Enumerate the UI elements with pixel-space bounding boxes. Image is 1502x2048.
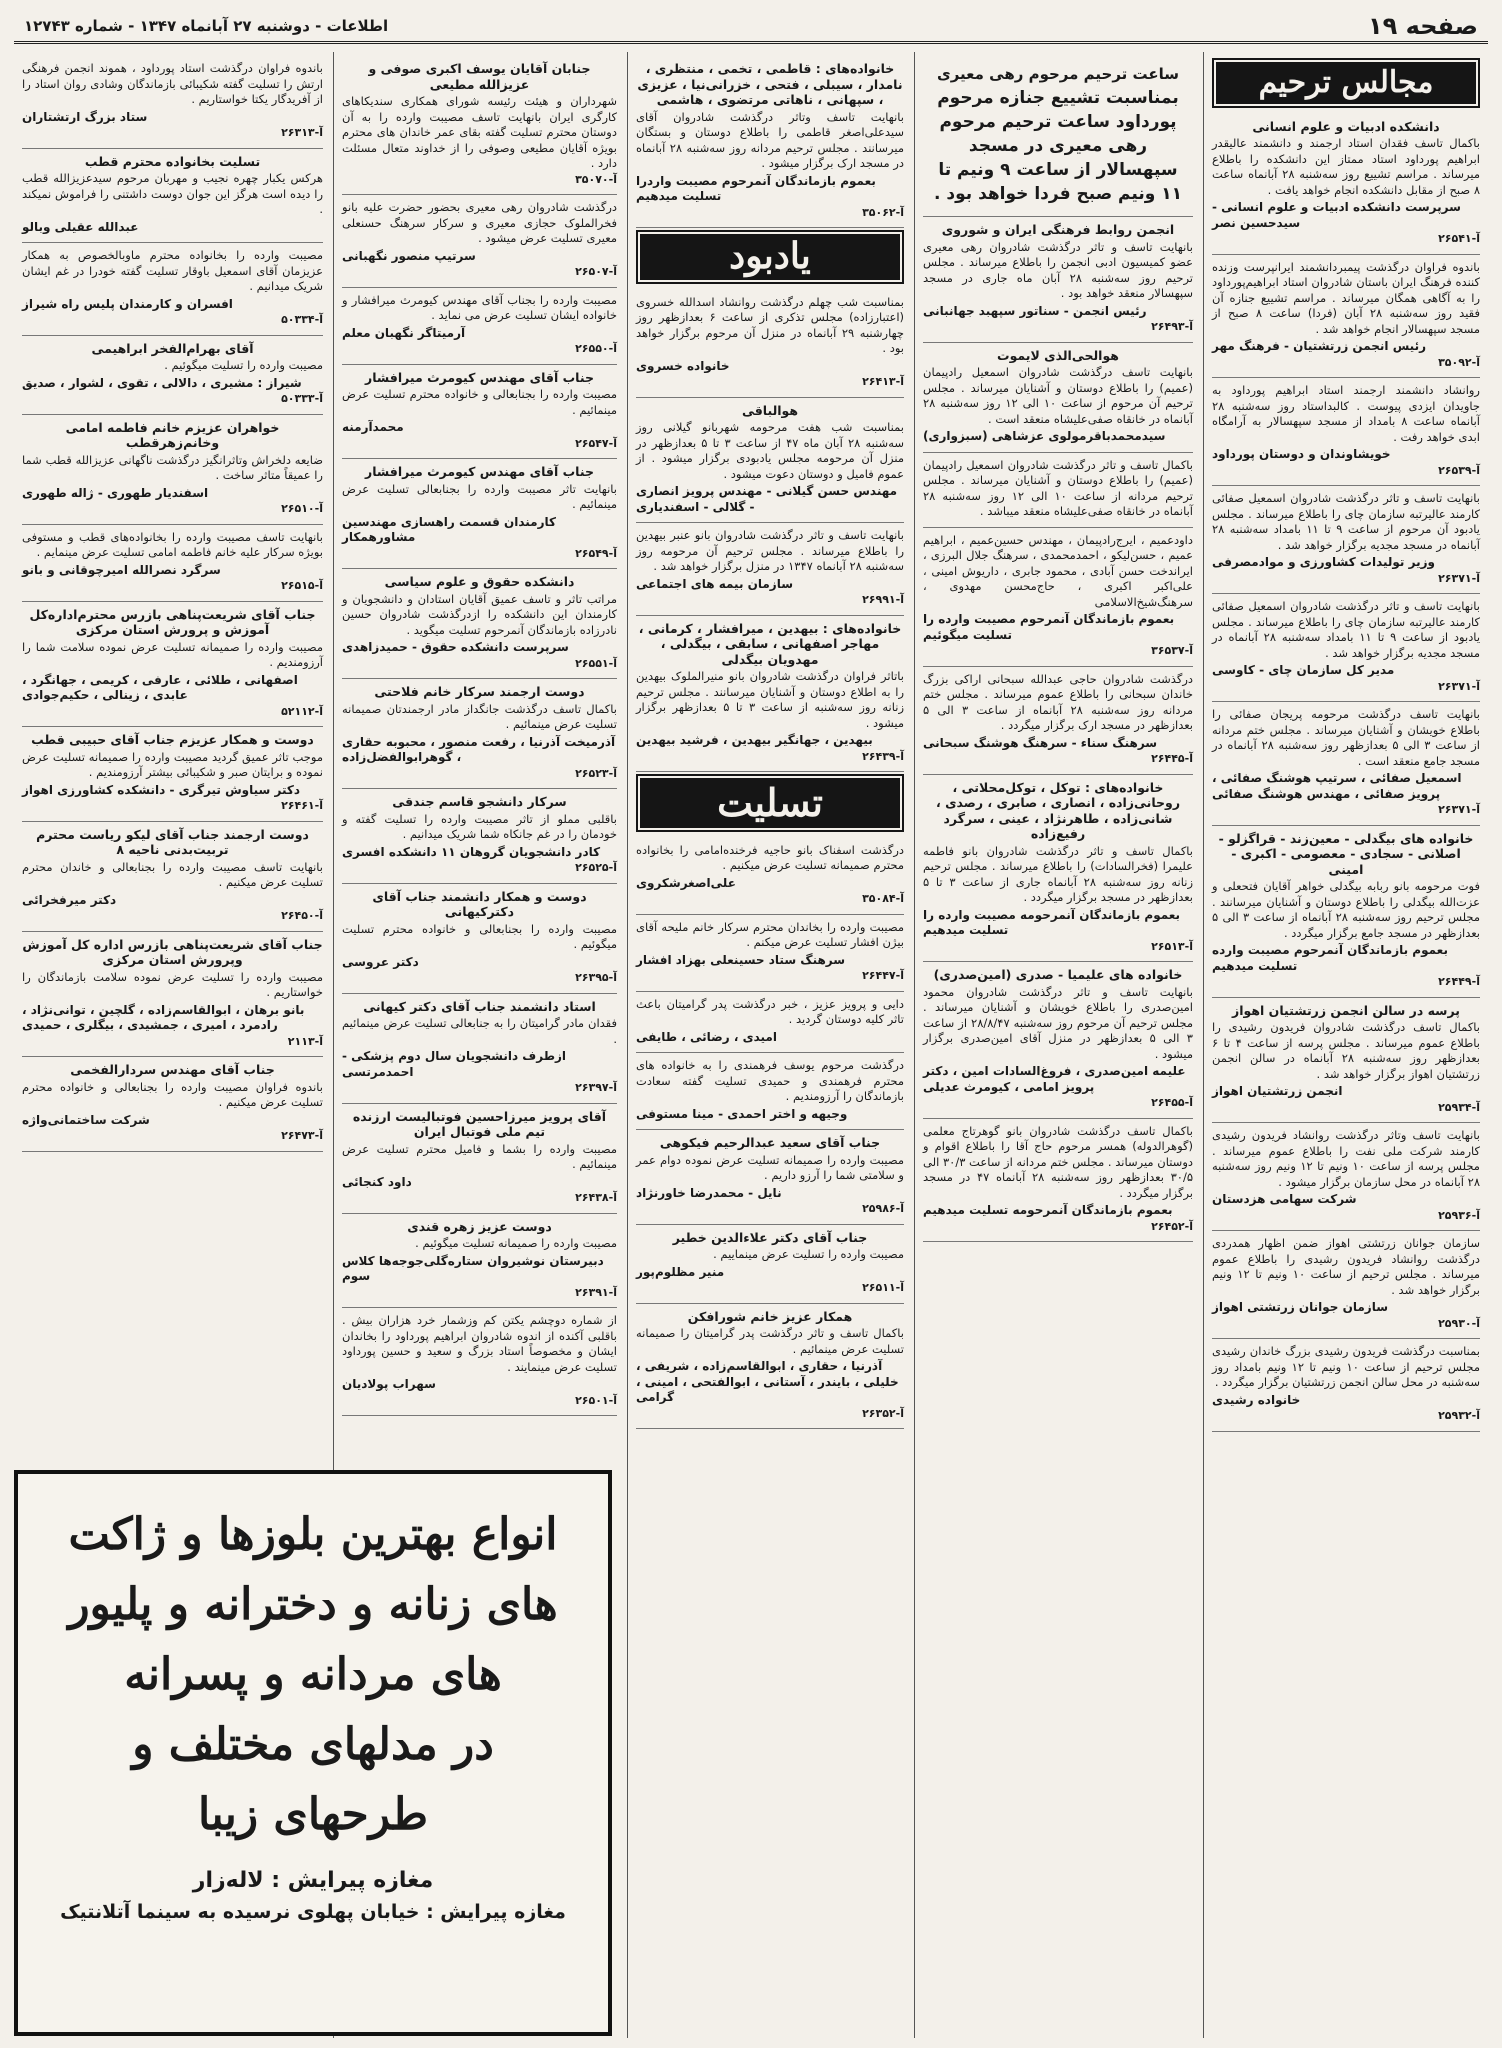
notice [22,336,323,415]
notice [22,822,323,932]
notice-title: تسلیت بخانواده محترم قطب [84,153,261,169]
notice-title: آقای بهرام‌الفخر ابراهیمی [91,340,254,356]
notice-signature: رئیس انجمن زرتشتیان - فرهنگ مهر [1212,339,1426,353]
notice-code: آ-۵۲۱۱۲ [281,704,323,718]
notice-code: آ-۲۶۴۴۹ [1438,975,1480,988]
notice-body: بمناسبت درگذشت فریدون رشیدی بزرگ خاندان رشیدی مجلس ترحیم از ساعت ۱۰ ونیم تا ۱۲ ونیم بامداد روز سه‌شنبه در محل سالن انجمن زرتشتیان برگزار میگردد . [1212,1344,1480,1389]
notice-body: باکمال تاسف درگذشت شادروان بانو گوهرتاج معلمی (گوهرالدوله) همسر مرحوم حاج آقا را باطلاع اقوام و دوستان میرساند . مجلس ختم مردانه از ساعت ۳۰/۳ الی ۳۰/۵ بعدازظهر روز سه‌شنبه ۲۸ آبانماه ۴۷ در مسجد برگزار میگردد . [923,1123,1193,1200]
notice-signature: بعموم بازماندگان آنمرحوم مصیبت واردرا تسلیت میدهیم [636,173,876,203]
notice [923,1119,1193,1243]
notice [1212,998,1480,1124]
notice-code: آ-۲۶۴۹۳ [1151,320,1193,333]
notice-body: مصیبت وارده را تسلیت عرض مینماییم . [713,1247,904,1261]
notice-code: آ-۲۶۵۰۷ [575,265,617,278]
page-header [14,10,1488,44]
newspaper-page [14,10,1488,2038]
notice-body: هرکس یکبار چهره نجیب و مهربان مرحوم سیدعزیزالله قطب را دیده است هرگز این جوان دوست داشتنی را فراموش نمیکند . [22,171,323,216]
notice-code: آ-۲۶۵۱۳ [1151,939,1193,953]
notice-signature: سرپرست دانشکده ادبیات و علوم انسانی - سیدحسین نصر [1212,200,1461,230]
notice-title: آقای پرویز میرزاحسین فوتبالیست ارزنده تیم ملی فوتبال ایران [352,1108,607,1139]
notice-body: بانهایت تاسف مصیبت وارده را بخانواده‌های قطب و مستوفی بویژه سرکار علیه خانم فاطمه امامی تسلیت عرض مینمایم . [22,529,323,559]
notice-body: از شماره دوچشم یکتن کم وزشمار خرد هزاران بیش . باقلبی آکنده از اندوه شادروان ابراهیم پورداود را بخاندان ایشان و مخصوصاً استاد بزرگ و سعید و حسین پورداود تسلیت عرض مینمایند . [342,1313,617,1374]
notice-signature: اسمعیل صفائی ، سرتیپ هوشنگ صفائی ، پرویز صفائی ، مهندس هوشنگ صفائی [1212,771,1462,801]
notice-body: مصیبت وارده را تسلیت میگوئیم . [164,358,323,372]
notice-title: دوست ارجمند سرکار خانم فلاحتی [374,684,585,699]
notice-body: فقدان مادر گرامیتان را به جنابعالی تسلیت عرض مینمائیم . [342,1016,617,1046]
notice-title: جناب آقای سعید عبدالرحیم فیکوهی [659,1135,881,1150]
notice-body: موجب تاثر عمیق گردید مصیبت وارده را صمیمانه تسلیت عرض نموده و برایتان صبر و شکیبائی بیشتر آرزومندیم . [22,749,323,779]
notice-signature: اسفندیار طهوری - ژاله طهوری [22,485,209,500]
notice [342,1104,617,1214]
notice-body: مصیبت وارده را بخانواده محترم ماوبالخصوص به همکار عزیزمان آقای اسمعیل باوقار تسلیت گفته خودرا در غم ایشان شریک میدانیم . [22,248,323,293]
notice-title: جناب آقای شریعت‌پناهی بازرس محترم‌اداره‌کل آموزش و پرورش استان مرکزی [29,606,316,637]
notice-body: بانهایت تاسف و تاثر درگذشت شادروان اسمعیل صفائی کارمند عالیرتبه سازمان چای را باطلاع میرساند . مجلس یادبود آن مرحوم از ساعت ۹ تا ۱۱ بامداد سه‌شنبه ۲۸ آبانماه در مسجد مجدیه برگزار خواهد شد . [1212,491,1480,552]
notice-code: آ-۲۵۹۳۲ [1438,1409,1480,1422]
notice-body: بانهایت تاثر مصیبت وارده را بجنابعالی تسلیت عرض مینمائیم . [342,481,617,511]
notice-code: آ-۲۶۵۲۵ [575,861,617,874]
notice [1212,1339,1480,1432]
col5-notices [22,56,323,1152]
notice-title: دانشکده حقوق و علوم سیاسی [384,574,575,589]
notice-title: جناب آقای دکتر علاءالدین خطیر [672,1229,868,1245]
notice-title: خانواده های بیگدلی - معین‌زند - قراگزلو - اصلانی - سجادی - معصومی - اکبری - امینی [1218,830,1474,877]
column-5 [14,52,331,1462]
notice-body: مصیبت وارده را بجنابعالی و خانواده محترم تسلیت عرض مینمائیم . [342,387,617,417]
notice [923,962,1193,1119]
notice-code: آ-۵۰۳۳۴ [281,313,323,326]
notice-code: آ-۲۶۳۹۵ [575,971,617,984]
notice [1212,826,1480,998]
column-2 [914,52,1201,2038]
notice-signature: ستاد بزرگ ارتشتاران [22,109,148,124]
notice [342,56,617,195]
notice-body: مصیبت وارده را صمیمانه تسلیت عرض نموده دوام عمر و سلامتی شما را آرزو داریم . [636,1152,904,1182]
notice-body: باکمال تاسف فقدان استاد ارجمند و دانشمند عالیقدر ابراهیم پورداود استاد ممتاز این دانشکده را باطلاع میرساند . مراسم تشییع روز سه‌شنبه ۲۸ آبانماه ساعت ۸ صبح از مقابل دانشکده انجام خواهد یافت . [1212,136,1480,197]
notice-code: آ-۲۱۱۳ [287,1034,323,1048]
notice-title: دوست و همکار دانشمند جناب آقای دکترکیهانی [372,888,587,919]
notice-title: جناب آقای مهندس کیومرث میرافشار [365,464,594,479]
notice [1212,1231,1480,1339]
notice-body: مصیبت وارده را بجنابعالی و خانواده محترم تسلیت میگوئیم . [342,921,617,951]
notice-signature: انجمن زرتشتیان اهواز [1212,1084,1343,1098]
notice [22,149,323,244]
notice [22,727,323,822]
notice [636,1225,904,1304]
notice-title: جناب آقای مهندس کیومرث میرافشار [365,369,594,385]
notice [22,56,323,149]
notice-body: بمناسبت شب هفت مرحومه شهربانو گیلانی روز سه‌شنبه ۲۸ آبان ماه ۴۷ از ساعت ۳ تا ۵ بعدازظهر در منزل آن مرحومه مجلس یادبودی برگزار میشود . از عموم فامیل و دوستان دعوت میشود . [636,420,904,481]
notice-signature: منیر مظلوم‌پور [636,1264,725,1279]
notice-code: آ-۲۶۳۷۱ [1438,803,1480,816]
notice-title: جناب آقای مهندس سردارالفخمی [70,1062,275,1077]
notice-body: داودعمیم ، ایرج‌رادپیمان ، مهندس حسین‌عمیم ، ابراهیم عمیم ، حسن‌لیکو ، احمدمحمدی ، سرهنگ جلال البرزی ، ایراندخت حسن آبادی ، محمود جابری ، داریوش امینی ، علی‌اکبر اکبری ، حاج‌محسن مهدوی ، سرهنگ‌شیخ‌الاسلامی [923,532,1193,609]
notice [342,994,617,1104]
notice-signature: محمدآرمنه [342,420,404,434]
notice-code: آ-۲۶۵۴۹ [575,546,617,560]
notice-code: آ-۳۵۰۶۲ [862,205,904,219]
notice-body: بانهایت تاسف و تاثر درگذشت شادروان رهی معیری عضو کمیسیون ادبی انجمن را باطلاع میرساند . مجلس ترحیم روز سه‌شنبه ۲۸ آبان ماه جاری در مسجد سپهسالار منعقد خواهد بود . [923,239,1193,300]
top-notice [636,56,904,228]
notice-body: بانهایت تاسف و تاثر درگذشت شادروان بانو عنبر بیهدین را باطلاع میرساند . مجلس ترحیم آن مرحومه روز سه‌شنبه ۲۸ آبانماه ۱۳۴۷ در منزل برگزار خواهد شد . [636,528,904,573]
notice [1212,702,1480,826]
lead-body: بمناسبت تشییع جنازه مرحوم پورداود ساعت ترحیم مرحوم رهی معیری در مسجد سپهسالار از ساعت ۹ ونیم تا ۱۱ ونیم صبح فردا خواهد بود . [934,88,1182,204]
notice-code: آ-۲۶۴۵۲ [1151,1219,1193,1233]
notice-body: دایی و پرویز عزیز ، خبر درگذشت پدر گرامیتان باعث تاثر کلیه دوستان گردید . [636,996,904,1026]
notice-signature: سرپرست دانشکده حقوق - حمیدزاهدی [342,640,569,654]
notice [22,602,323,728]
notice-body: بانهایت تاسف وتاثر درگذشت روانشاد فریدون رشیدی کارمند شرکت ملی نفت را باطلاع عموم میرساند . مجلس پرسه از ساعت ۱۰ ونیم تا ۱۲ ونیم روز سه‌شنبه ۲۸ آبانماه در محل سازمان برگزار میشود . [1212,1128,1480,1189]
banner-condolence: تسلیت [640,778,900,828]
ad-line-5: طرحهای زیبا [197,1789,429,1840]
notice-code: آ-۲۶۴۶۱ [281,799,323,812]
ad-line-1: انواع بهترین بلوزها و ژاکت [68,1509,558,1560]
notice-code: آ-۲۶۳۵۲ [862,1406,904,1420]
notice-signature: نایل - محمدرضا خاورنژاد [636,1185,782,1200]
notice-signature: آذرنیا ، حقاری ، ابوالقاسم‌زاده ، شریفی ، خلیلی ، بایندر ، آستانی ، ابوالفتحی ، امینی ، گرامی [636,1359,899,1404]
condolence-notices [636,838,904,1430]
notice-code: آ-۳۶۵۳۷ [1151,644,1193,657]
notice-signature: علیمه امین‌صدری ، فروغ‌السادات امین ، دکتر پرویز امامی ، کیومرث عدیلی [923,1064,1186,1094]
advertisement [14,1470,612,2036]
notice-title: خانواده‌های : توکل ، توکل‌محلاتی ، روحانی‌زاده ، انصاری ، صابری ، رصدی ، شانی‌زاده ، طاهرنژاد ، عینی ، سرگرد رفیع‌زاده [935,779,1181,841]
notice [923,453,1193,528]
notice-signature: شرکت سهامی هزدستان [1212,1192,1357,1206]
notice-body: مصیبت وارده را بشما و فامیل محترم تسلیت عرض مینمائیم . [342,1141,617,1171]
column-1 [1203,52,1488,2038]
notice-body: باقلبی مملو از تاثر مصیبت وارده را تسلیت گفته و خودمان را در غم جانکاه شما شریک میدانیم . [342,811,617,841]
ad-line-2: های زنانه و دخترانه و پلیور [68,1579,558,1630]
notice-code: آ-۲۶۵۱۰ [281,502,323,515]
ad-shop: مغازه پیرایش : لاله‌زار [192,1868,434,1893]
notice-signature: کادر دانشجویان گروهان ۱۱ دانشکده افسری [342,844,601,859]
notice [342,884,617,994]
notice-signature: کارمندان قسمت راهسازی مهندسین مشاورهمکار [342,514,557,544]
notice-code: آ-۲۶۴۳۹ [862,749,904,763]
notice-signature: امیدی ، رضائی ، طایفی [636,1029,777,1044]
notice-body: مصیبت وارده را بجناب آقای مهندس کیومرث میرافشار و خانواده ایشان تسلیت عرض می نماید . [342,292,617,322]
notice-code: آ-۲۶۴۴۵ [1151,752,1193,765]
notice-signature: سرگرد نصرالله امیرچوقانی و بانو [22,562,221,577]
notice-title: جناب آقای شریعت‌پناهی بازرس اداره کل آموزش وپرورش استان مرکزی [22,936,323,967]
notice-signature: شرکت ساختمانی‌واژه [22,1112,150,1127]
col2-notices [923,217,1193,1242]
notice [342,195,617,288]
notice-body: سازمان جوانان زرتشتی اهواز ضمن اظهار همدردی درگذشت روانشاد فریدون رشیدی را باطلاع عموم میرساند . مجلس ترحیم از ساعت ۱۰ ونیم تا ۱۲ ونیم برگزار خواهد شد . [1212,1236,1480,1297]
notice-title: هوالباقی [741,402,799,418]
notice-body: مصیبت وارده را صمیمانه تسلیت عرض نموده سلامت شما را آرزومندیم . [22,639,323,669]
notice [22,525,323,602]
notice-body: روانشاد دانشمند ارجمند استاد ابراهیم پورداود به جاویدان ایزدی پیوست . کالبداستاد روز سه‌شنبه ۲۸ آبانماه ساعت ۸ بامداد از مسجد سپهسالار به آرامگاه ابدی خواهد رفت . [1212,383,1480,444]
notice-title: خواهران عزیزم خانم فاطمه امامی وخانم‌زهرقطب [65,419,280,450]
notice-body: باکمال تاسف درگذشت جانگداز مادر ارجمندتان صمیمانه تسلیت عرض مینمائیم . [342,701,617,731]
notice-signature: آرمیتاگر نگهبان معلم [342,325,466,340]
notice-body: مصیبت وارده را صمیمانه تسلیت میگوئیم . [415,1236,617,1250]
notice [342,1308,617,1416]
notice [342,679,617,789]
notice [1212,1123,1480,1231]
notice-body: مصیبت وارده را بخاندان محترم سرکار خانم ملیحه آقای بیژن افشار تسلیت عرض میکنم . [636,919,904,949]
notice-signature: ازطرف دانشجویان سال دوم پزشکی - احمدمرتسی [342,1049,567,1079]
notice-body: باکمال تاسف و تاثر درگذشت شادروان بانو فاطمه علیمرا (فخرالسادات) را باطلاع میرساند . مجلس ترحیم زنانه روز سه‌شنبه ۲۸ آبانماه جاری از ساعت ۳ تا ۵ بعدازظهر در مسجد برگزار میگردد . [923,843,1194,904]
notice-body: باکمال تاسف و تاثر درگذشت شادروان اسمعیل رادپیمان (عمیم) را باطلاع دوستان و آشنایان میرساند . مجلس ترحیم مردانه از ساعت ۱۰ الی ۱۲ روز سه‌شنبه ۲۸ آبانماه در خانقاه صفی‌علیشاه منعقد میباشد . [923,457,1193,518]
notice-body: فوت مرحومه بانو ربابه بیگدلی خواهر آقایان فتحعلی و عزت‌الله بیگدلی را باطلاع دوستان و آشنایان میرسانند . مجلس ترحیم روز سه‌شنبه ۲۸ آبانماه از ساعت ۳ الی ۵ بعدازظهر در مسجد جامع برگزار میگردد . [1212,879,1480,940]
banner-memorial: یادبود [640,234,900,280]
notice [1212,594,1480,702]
notice [923,217,1193,343]
notice-signature: بعموم بازماندگان آنمرحومه مصیبت وارده را تسلیت میدهیم [923,907,1181,937]
notice-title: دوست ارجمند جناب آقای لیکو ریاست محترم تربیت‌بدنی ناحیه ۸ [36,826,309,857]
notice-body: باکمال تاسف درگذشت شادروان فریدون رشیدی را باطلاع عموم میرساند . مجلس پرسه از ساعت ۴ تا ۶ بعدازظهر روز سه‌شنبه ۲۸ آبانماه در سالن انجمن زرتشتیان اهواز برگزار خواهد شد . [1212,1020,1480,1081]
notice [923,528,1193,667]
notice-body: بانهایت تاسف وتاثر درگذشت شادروان آقای سیدعلی‌اصغر قاطمی را باطلاع دوستان و بستگان میرسانند . مجلس ترحیم مردانه روز سه‌شنبه ۲۸ آبانماه در مسجد ارک برگزار میشود . [636,109,904,170]
notice-code: آ-۳۵۰۹۲ [1438,355,1480,369]
notice-title: انجمن روابط فرهنگی ایران و شوروی [941,222,1175,237]
lead-title: ساعت ترحیم مرحوم رهی معیری [936,65,1180,83]
notice [342,459,617,569]
notice [923,343,1193,453]
notice-title: خانواده های علیمیا - صدری (امین‌صدری) [933,967,1183,982]
notice-signature: دکتر سیاوش تیرگری - دانشکده کشاورزی اهواز [22,782,301,797]
notice [1212,486,1480,594]
notice-signature: مهندس حسن گیلانی - مهندس پرویز انصاری - گلالی - اسفندیاری [636,484,898,514]
notice-body: شهرداران و هیئت رئیسه شورای همکاری سندیکاهای کارگری ایران بانهایت تاسف مصیبت وارده را به آن دوستان محترم تسلیت گفته بقای عمر خاندان های محترم بویژه آقایان مطیعی وصوفی را از خداوند متعال مسئلت دارد . [342,94,617,170]
notice-signature: عبدالله عقیلی وبالو [22,219,139,234]
notice-body: باندوه فراوان درگذشت استاد پورداود ، هموند انجمن فرهنگی ارتش را تسلیت گفته شکیبائی بازماندگان وشادی روان استاد را از آفریدگار یکتا خواستاریم . [22,61,323,106]
notice-code: آ-۲۶۳۱۳ [281,126,323,139]
notice-signature: سازمان جوانان زرتشتی اهواز [1212,1300,1389,1314]
notice [636,398,904,524]
masthead: اطلاعات - دوشنبه ۲۷ آبانماه ۱۳۴۷ - شماره ۱۲۷۴۳ [24,16,389,35]
ad-line-4: در مدلهای مختلف و [132,1719,494,1770]
notice-signature: سرتیپ منصور نگهبانی [342,248,476,263]
notice-signature: علی‌اصغرشکروی [636,875,736,890]
notice-code: آ-۲۵۹۳۴ [1438,1100,1480,1114]
notice-title: خانواده‌های : قاطمی ، تخمی ، منتظری ، نامدار ، سیبلی ، فتحی ، خزرانی‌نیا ، عزیزی ، سپهانی ، ناهاتی مرتضوی ، هاشمی [637,61,903,107]
notice-signature: سیدمحمدباقرمولوی عزشاهی (سبزواری) [923,429,1166,443]
notice-title: جنابان آقایان یوسف اکبری صوفی و عزیزالله مطیعی [368,61,591,92]
notice-body: بانهایت تاسف و تاثر درگذشت شادروان محمود امین‌صدری را باطلاع خویشان و آشنایان میرساند . مجلس ترحیم آن مرحوم روز سه‌شنبه ۲۸/۸/۴۷ از ساعت ۳ الی ۵ بعدازظهر در منزل آقای امین‌صدری برگزار میشود . [923,984,1193,1061]
notice-code: آ-۲۶۳۹۱ [575,1285,617,1299]
notice-code: آ-۲۶۴۱۳ [862,375,904,388]
lead-notice [923,56,1193,217]
notice-code: آ-۲۶۵۴۱ [1438,232,1480,245]
notice-body: ضایعه دلخراش وتاثرانگیز درگذشت ناگهانی عزیزالله قطب شما را عمیقاً متاثر ساخت . [22,452,323,482]
banner-memorial-services: مجالس ترحیم [1216,62,1476,104]
notice [923,775,1193,963]
notice-signature: سرهنگ سناء - سرهنگ هوشنگ سبحانی [923,735,1158,750]
notice-signature: بعموم بازماندگان آنمرحوم مصیبت وارده را تسلیت میگوئیم [923,612,1175,642]
notice-code: آ-۲۶۴۵۰ [281,909,323,922]
notice-signature: مدیر کل سازمان چای - کاوسی [1212,663,1395,677]
notice [22,932,323,1058]
notice-signature: داود کنجائی [342,1174,412,1189]
notice-title: دانشکده ادبیات و علوم انسانی [1252,118,1440,134]
notice-code: آ-۲۵۹۸۶ [862,1202,904,1215]
notice-code: آ-۲۶۵۱۵ [281,579,323,592]
page-number: صفحه ۱۹ [1368,11,1478,40]
notice-signature: خویشاوندان و دوستان پورداود [1212,447,1391,461]
notice-title: هوالحی‌الذی لایموت [997,347,1119,363]
notice [636,616,904,773]
notice-body: باکمال تاسف و تاثر درگذشت پدر گرامیتان را صمیمانه تسلیت عرض مینمائیم . [636,1326,904,1356]
notice-signature: اصفهانی ، طلائی ، عارفی ، کریمی ، جهانگرد ، عابدی ، زینالی ، حکیم‌جوادی [22,672,298,702]
notice [22,1057,323,1152]
notice-signature: وزیر تولیدات کشاورزی و موادمصرفی [1212,555,1435,569]
notice-code: آ-۲۶۳۷۱ [1438,679,1480,693]
notice-code: آ-۲۶۵۴۷ [575,436,617,450]
notice-signature: دکتر عروسی [342,954,419,969]
notice-code: آ-۲۶۴۴۷ [862,969,904,982]
notice-title: همکار عزیز خانم شورافکن [687,1308,853,1324]
notice [342,1214,617,1309]
notice-code: آ-۲۶۵۵۰ [575,342,617,355]
notice [342,789,617,884]
notice-code: آ-۲۵۹۳۰ [1438,1316,1480,1330]
notice-title: استاد دانشمند جناب آقای دکتر کیهانی [363,998,596,1014]
notice-title: خانواده‌های : بیهدین ، میرافشار ، کرمانی ، مهاجر اصفهانی ، سابقی ، بیگدلی ، مهدویان بیگدلی [638,620,902,667]
col1-notices [1212,114,1480,1432]
notice-code: آ-۲۶۴۷۳ [281,1129,323,1142]
notice [636,290,904,398]
notice [636,838,904,915]
notice-code: آ-۲۶۵۰۱ [575,1393,617,1407]
notice-signature: بعموم بازماندگان آنمرحومه تسلیت میدهیم [923,1203,1173,1217]
notice-code: آ-۲۶۵۱۱ [862,1281,904,1294]
notice-signature: خانواده رشیدی [1212,1392,1301,1407]
notice-signature: بعموم بازماندگان آنمرحوم مصیبت وارده تسلیت میدهیم [1212,943,1448,973]
notice-code: آ-۲۶۴۵۵ [1151,1096,1193,1109]
notice [22,415,323,525]
ad-line-3: های مردانه و پسرانه [124,1649,502,1700]
ad-address: مغازه پیرایش : خیابان پهلوی نرسیده به سینما آتلانتیک [60,1901,566,1923]
notice-code: آ-۵۰۳۳۳ [281,392,323,405]
notice-body: بمناسبت شب چهلم درگذشت روانشاد اسدالله خسروی (اعتبارزاده) مجلس تذکری از ساعت ۶ بعدازظهر روز چهارشنبه ۲۹ آبانماه در منزل آن مرحوم برگزار خواهد بود . [636,294,904,355]
notice-body: درگذشت شادروان حاجی عبدالله سبحانی اراکی بزرگ خاندان سبحانی را باطلاع عموم میرساند . مجلس ختم مردانه روز سه‌شنبه ۲۸ آبانماه از ساعت ۳ الی ۵ بعدازظهر در مسجد ارک برگزار میگردد . [923,671,1193,732]
notice [342,365,617,460]
notice-body: بانهایت تاسف درگذشت مرحومه پریجان صفائی را باطلاع خویشان و آشنایان میرساند . مجلس ختم مردانه از ساعت ۳ الی ۵ بعدازظهر روز سه‌شنبه ۲۸ آبانماه در مسجد جامع منعقد است . [1212,707,1480,768]
notice-signature: بیهدین ، جهانگیر بیهدین ، فرشید بیهدین [636,733,873,747]
notice-signature: سرهنگ ستاد حسینعلی بهزاد افشار [636,952,846,967]
notice-code: آ-۲۵۹۳۶ [1438,1208,1480,1222]
notice [636,915,904,992]
notice [1212,378,1480,486]
notice [636,992,904,1054]
notice-title: دوست و همکار عزیزم جناب آقای حبیبی قطب [31,732,314,747]
notice-signature: وجیهه و اختر احمدی - مینا مستوفی [636,1106,848,1121]
notice-body: درگذشت شادروان رهی معیری بحضور حضرت علیه بانو فخرالملوک حجازی معیری و سرکار سرهنگ حسنعلی معیری تسلیت عرض میشود . [342,200,617,245]
notice-body: مصیبت وارده را تسلیت عرض نموده سلامت بازماندگان را خواستاریم . [22,969,323,999]
notice-body: بانهایت تاسف درگذشت شادروان اسمعیل رادپیمان (عمیم) را باطلاع دوستان و آشنایان میرساند . مجلس ترحیم آن مرحوم از ساعت ۱۰ الی ۱۲ روز سه‌شنبه ۲۸ آبانماه در خانقاه صفی‌علیشاه منعقد است . [923,365,1193,426]
notice-code: آ-۲۶۳۹۷ [575,1081,617,1094]
column-3 [627,52,912,2038]
notice-code: آ-۲۶۹۹۱ [862,593,904,606]
notice-code: آ-۲۶۳۷۱ [1438,571,1480,585]
notice-code: آ-۳۵۰۷۰ [575,172,617,186]
notice-body: مراتب تاثر و تاسف عمیق آقایان استادان و دانشجویان و کارمندان این دانشکده را ازدرگذشت شادروان حسین نادرزاده بازماندگان آنمرحوم تسلیت میگوید . [342,591,617,637]
notice-body: باتاثر فراوان درگذشت شادروان بانو منیرالملوک بیهدین را به اطلاع دوستان و آشنایان میرسانند . مجلس ترحیم زنانه روز سه‌شنبه از ساعت ۳ تا ۵ بعدازظهر برگزار میشود . [636,669,905,730]
notice [342,569,617,679]
notice-signature: دکتر میرفخرائی [22,892,117,907]
notice-signature: شیراز : مشیری ، دالالی ، تقوی ، لشوار ، صدیق [22,375,302,390]
notice-signature: سازمان بیمه های اجتماعی [636,576,794,591]
notice [636,1130,904,1225]
col4-notices [342,56,617,1416]
notice [1212,255,1480,379]
notice-code: آ-۲۶۵۵۱ [575,656,617,670]
notice-body: بانهایت تاسف و تاثر درگذشت شادروان اسمعیل صفائی کارمند عالیرتبه سازمان چای را باطلاع میرساند . مجلس یادبود از ساعت ۹ تا ۱۱ بامداد سه‌شنبه ۲۸ آبانماه در مسجد مجدیه برگزار خواهد شد . [1212,599,1481,660]
notice [923,667,1193,775]
notice-code: آ-۲۶۵۲۳ [575,766,617,780]
notice-body: درگذشت اسفناک بانو حاجیه فرخنده‌امامی را بخانواده محترم صمیمانه تسلیت عرض میکنیم . [636,842,904,872]
notice [636,523,904,616]
notice-code: آ-۲۶۵۳۹ [1438,463,1480,477]
notice [22,243,323,336]
notice-signature: افسران و کارمندان پلیس راه شیراز [22,296,233,311]
notice-title: دوست عزیز زهره قندی [407,1218,552,1234]
notice-signature: آذرمیخت آذرنیا ، رفعت منصور ، محبوبه حقاری ، گوهرابوالفضل‌زاده [342,734,616,764]
notice-title: سرکار دانشجو قاسم جندقی [392,794,567,809]
notice [342,288,617,365]
notice-signature: خانواده خسروی [636,358,730,373]
notice-signature: دبیرستان نوشیروان ستاره‌گلی‌جوجه‌ها کلاس سوم [342,1253,604,1283]
notice [636,1304,904,1430]
notice-signature: رئیس انجمن - سناتور سپهبد جهانبانی [923,303,1147,318]
notice-body: باندوه فراوان مصیبت وارده را بجنابعالی و خانواده محترم تسلیت عرض میکنیم . [22,1079,323,1109]
notice-signature: سهراب پولادیان [342,1377,436,1391]
memorial-notices [636,290,904,773]
notice-body: بانهایت تاسف مصیبت وارده را بجنابعالی و خاندان محترم تسلیت عرض میکنیم . [22,859,323,889]
notice-code: آ-۲۶۴۳۸ [575,1191,617,1204]
columns [14,52,1488,2038]
notice [1212,114,1480,255]
notice [636,1053,904,1130]
notice-title: پرسه در سالن انجمن زرتشتیان اهواز [1232,1002,1460,1018]
notice-signature: بانو برهان ، ابوالقاسم‌زاده ، گلچین ، توانی‌نژاد ، رادمرد ، امیری ، جمشیدی ، بیگلری ، حمیدی [22,1002,305,1032]
notice-body: باندوه فراوان درگذشت پیمبردانشمند ایرانپرست وزنده کننده فرهنگ ایران باستان شادروان استاد ابراهیم‌پورداود را به آگاهی همگان میرساند . مراسم تشییع جنازه آن فقید روز سه‌شنبه ۲۸ آبان (فردا) ساعت ۸ صبح از مسجد سپهسالار انجام خواهد شد . [1212,259,1480,336]
notice-code: آ-۳۵۰۸۴ [862,892,904,905]
notice-body: درگذشت مرحوم یوسف فرهمندی را به خانواده های محترم فرهمندی و حمیدی تسلیت گفته سعادت بازماندگان را آرزومندیم . [636,1058,904,1103]
